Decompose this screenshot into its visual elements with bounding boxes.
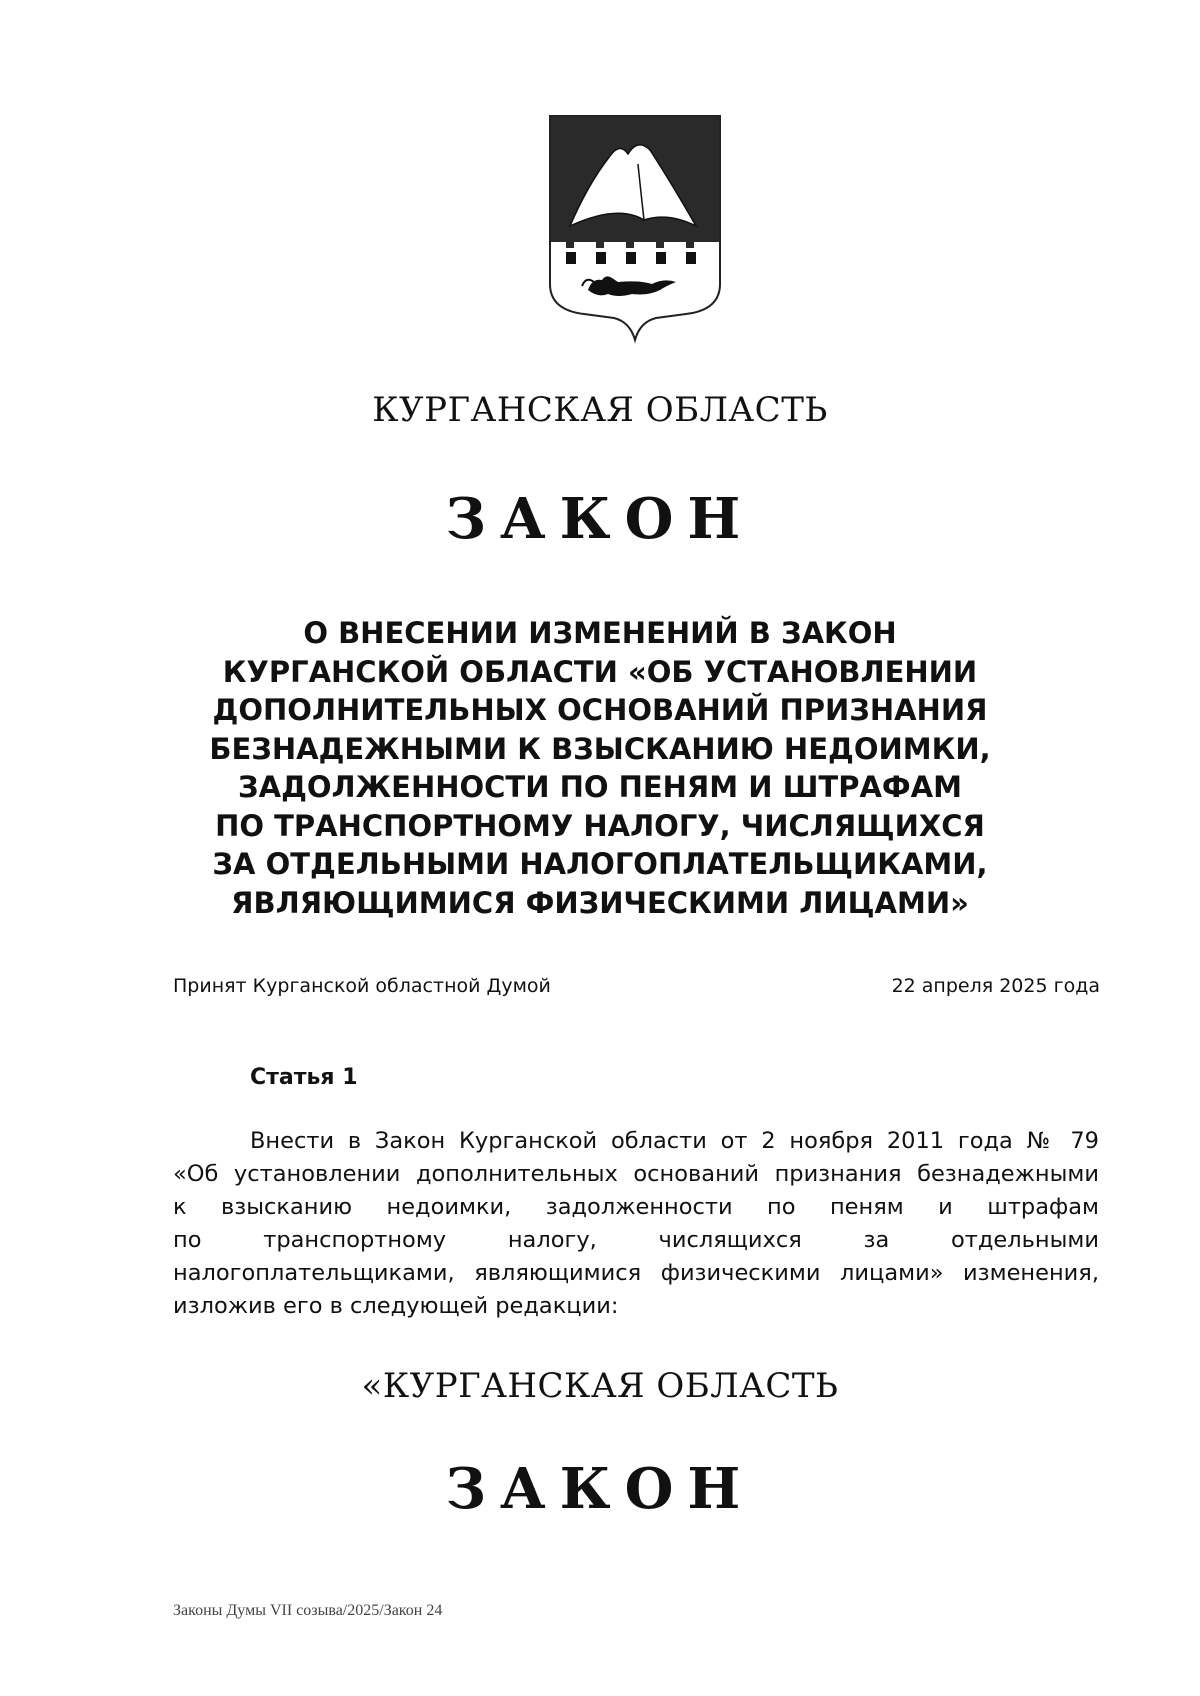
article-heading: Статья 1 [250,1065,358,1090]
article-text-line: к взысканию недоимки, задолженности по пеням и штрафам [173,1194,1099,1220]
headline-line: ЯВЛЯЮЩИМИСЯ ФИЗИЧЕСКИМИ ЛИЦАМИ» [231,885,969,920]
headline-line: О ВНЕСЕНИИ ИЗМЕНЕНИЙ В ЗАКОН [303,616,897,650]
quoted-region-name: «КУРГАНСКАЯ ОБЛАСТЬ [361,1366,839,1406]
adoption-date: 22 апреля 2025 года [891,975,1100,997]
headline-line: ЗАДОЛЖЕННОСТИ ПО ПЕНЯМ И ШТРАФАМ [238,770,962,804]
article-text-line: налогоплательщиками, являющимися физическими лицами» изменения, [173,1260,1099,1286]
article-text-line: изложив его в следующей редакции: [173,1293,619,1319]
headline-line: ПО ТРАНСПОРТНОМУ НАЛОГУ, ЧИСЛЯЩИХСЯ [215,808,985,843]
region-name: КУРГАНСКАЯ ОБЛАСТЬ [372,390,828,430]
headline-line: ДОПОЛНИТЕЛЬНЫХ ОСНОВАНИЙ ПРИЗНАНИЯ [212,693,988,727]
headline-line: КУРГАНСКОЙ ОБЛАСТИ «ОБ УСТАНОВЛЕНИИ [222,654,978,689]
article-text-line: «Об установлении дополнительных оснований признания безнадежными [173,1161,1099,1187]
article-text-line: Внести в Закон Курганской области от 2 ноября 2011 года № 79 [250,1128,1099,1154]
document-type-title: ЗАКОН [445,486,755,552]
adoption-label: Принят Курганской областной Думой [173,975,551,997]
footer-reference: Законы Думы VII созыва/2025/Закон 24 [173,1602,443,1619]
article-text-line: по транспортному налогу, числящихся за отдельными [173,1227,1099,1253]
law-headline [180,614,1020,922]
headline-line: БЕЗНАДЕЖНЫМИ К ВЗЫСКАНИЮ НЕДОИМКИ, [209,731,991,766]
quoted-document-type-title: ЗАКОН [445,1456,755,1522]
coat-of-arms-icon [548,114,722,350]
headline-line: ЗА ОТДЕЛЬНЫМИ НАЛОГОПЛАТЕЛЬЩИКАМИ, [212,847,988,881]
